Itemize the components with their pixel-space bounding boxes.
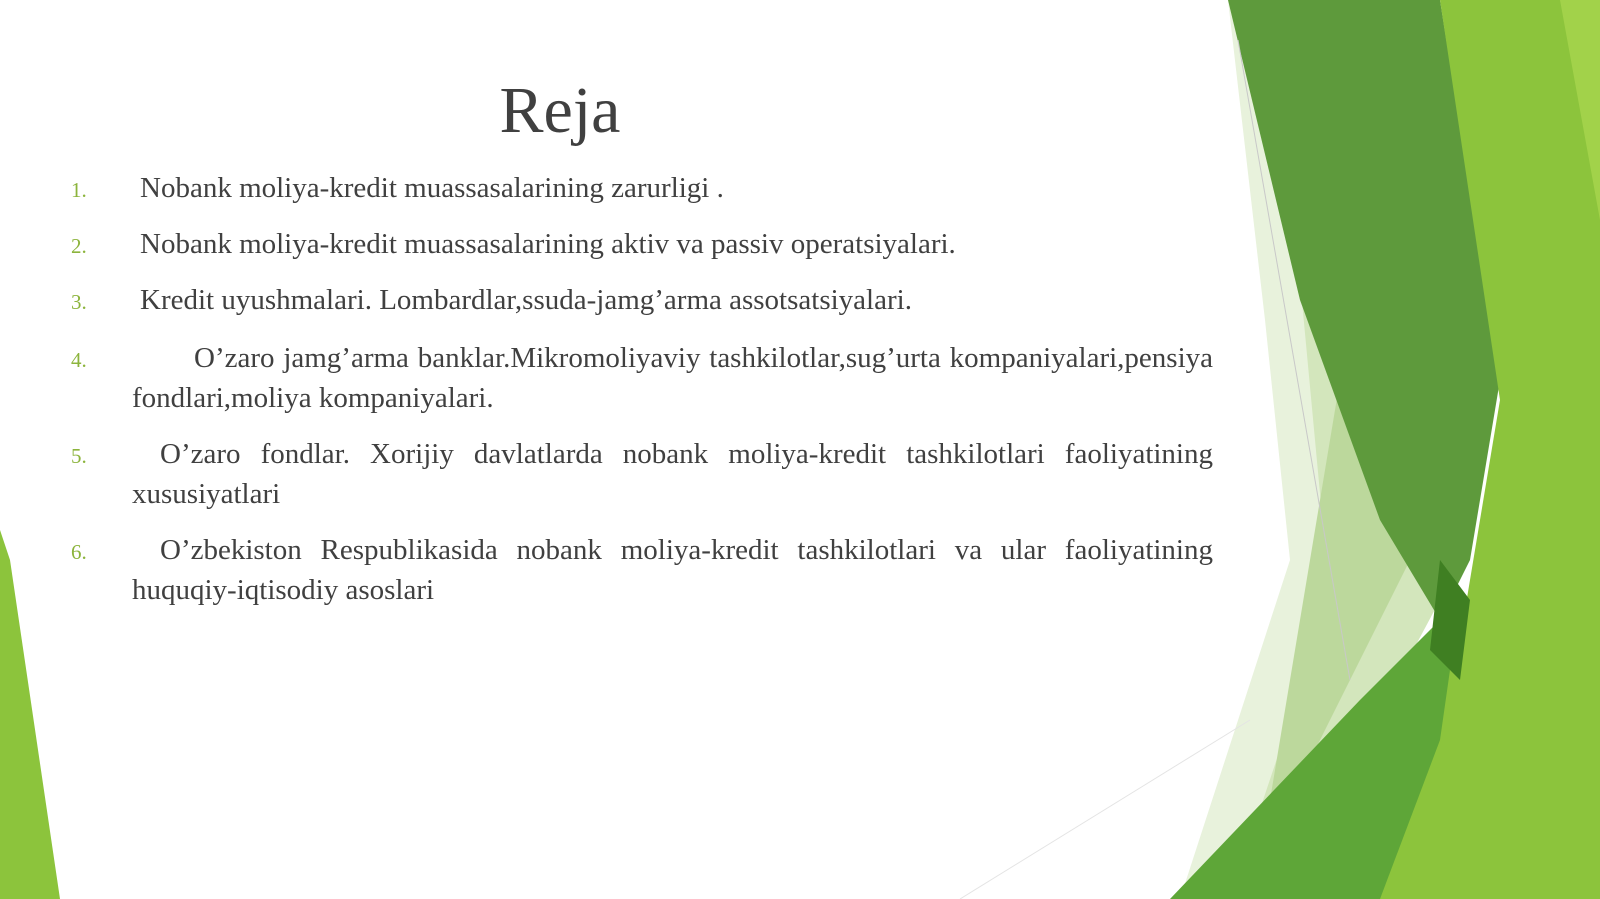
list-item-text: Kredit uyushmalari. Lombardlar,ssuda-jamg’arma assotsatsiyalari. [140, 284, 912, 316]
list-item-number: 3. [71, 290, 87, 314]
list-item-text: O’zaro jamg’arma banklar.Mikromoliyaviy tashkilotlar,sug’urta kompaniyalari,pensiya fondlari,moliya kompaniyalari. [132, 342, 1213, 414]
list-item-text: Nobank moliya-kredit muassasalarining aktiv va passiv operatsiyalari. [140, 228, 956, 260]
list-item-number: 5. [71, 444, 87, 468]
list-item-number: 4. [71, 348, 87, 372]
list-item-text: O’zbekiston Respublikasida nobank moliya-kredit tashkilotlari va ular faoliyatining huquqiy-iqtisodiy asoslari [132, 534, 1213, 606]
slide-title: Reja [499, 74, 621, 147]
list-item-number: 2. [71, 234, 87, 258]
list-item-text: Nobank moliya-kredit muassasalarining zarurligi . [140, 172, 724, 204]
list-item-number: 1. [71, 178, 87, 202]
list-item-text: O’zaro fondlar. Xorijiy davlatlarda nobank moliya-kredit tashkilotlari faoliyatining xususiyatlari [132, 438, 1213, 510]
list-item-number: 6. [71, 540, 87, 564]
